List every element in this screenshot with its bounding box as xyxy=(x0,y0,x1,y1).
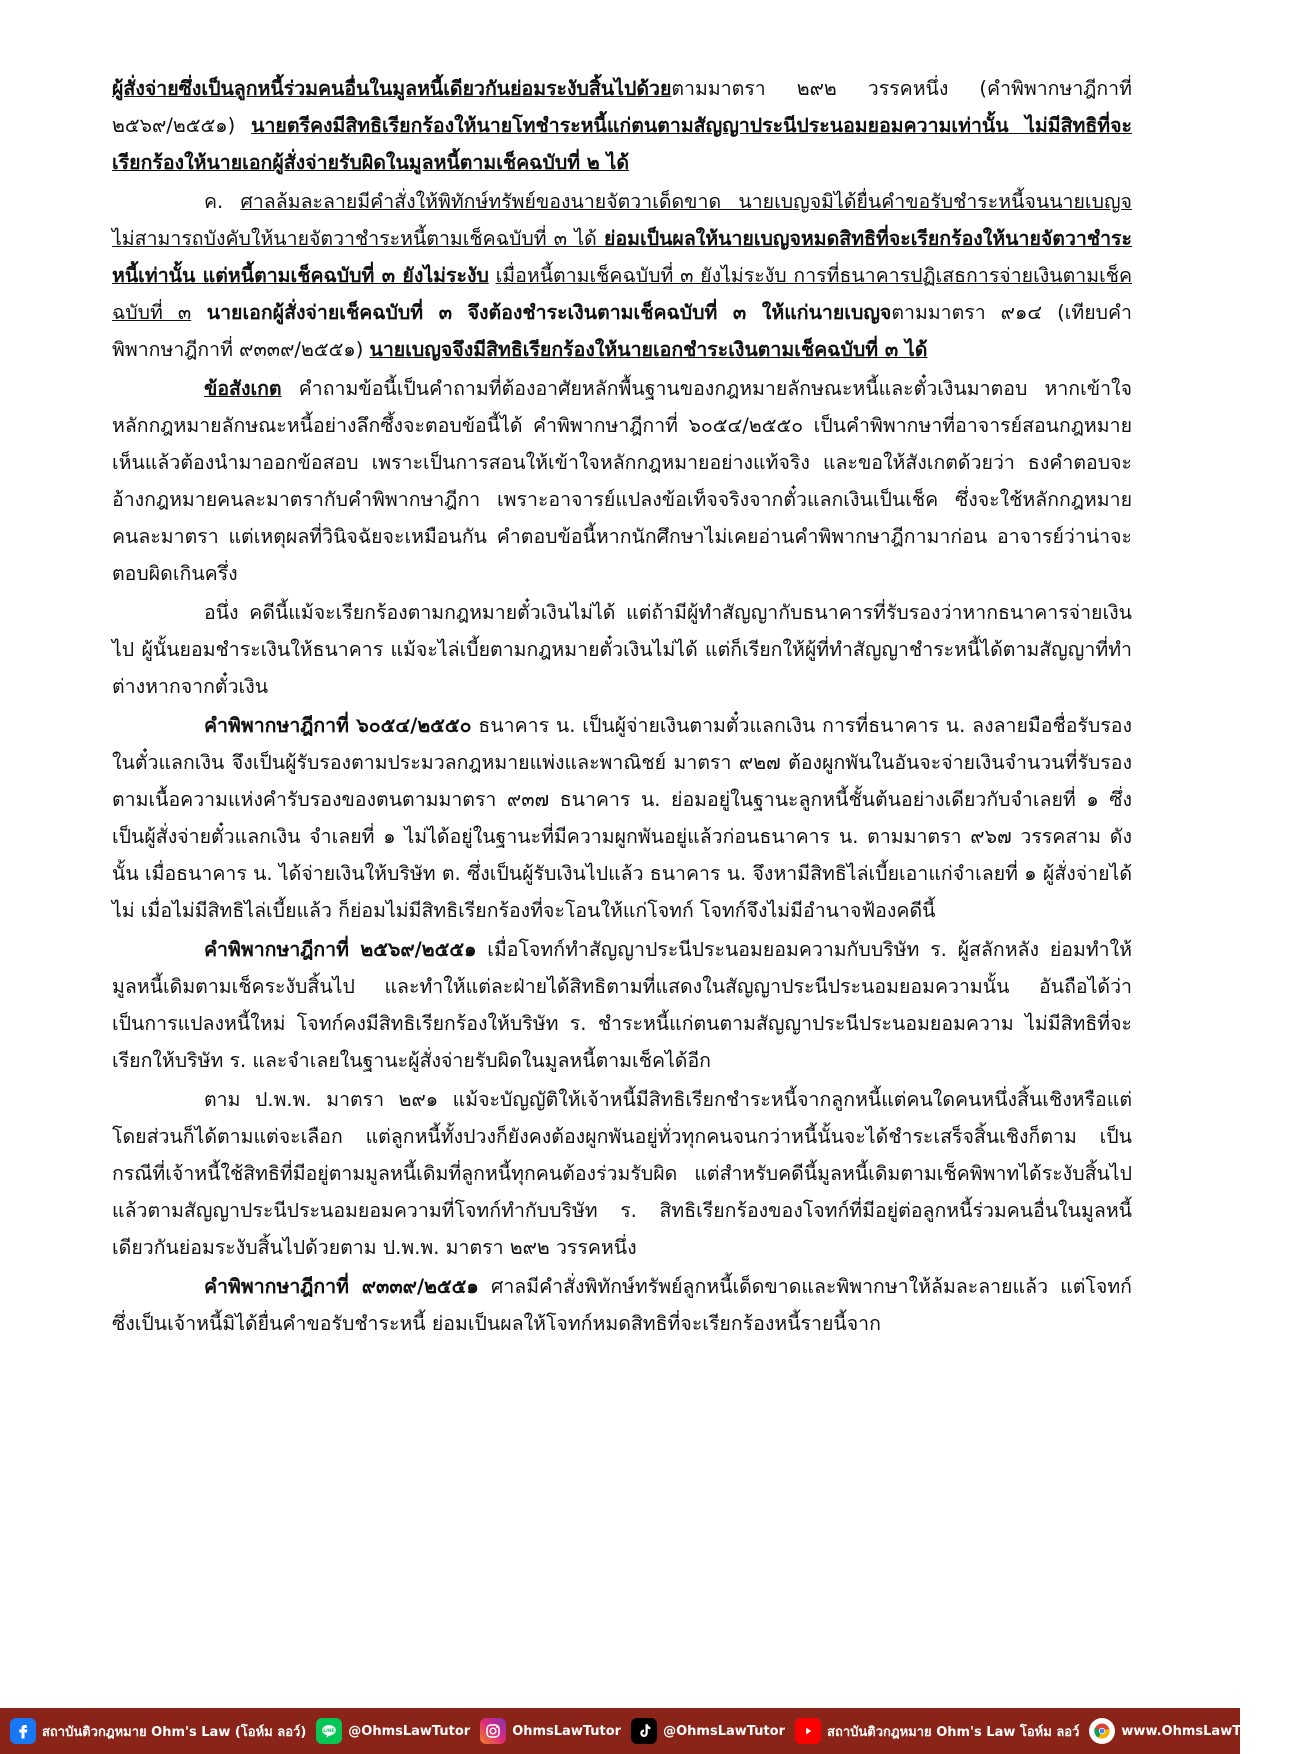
footer-line-text: @OhmsLawTutor xyxy=(348,1723,471,1739)
footer-youtube[interactable] xyxy=(795,1718,1079,1744)
paragraph xyxy=(112,183,1132,368)
text-segment: คำพิพากษาฎีกาที่ ๖๐๕๔/๒๕๕๐ xyxy=(204,714,472,737)
text-segment: ผู้สั่งจ่ายซึ่งเป็นลูกหนี้ร่วมคนอื่นในมูลหนี้เดียวกันย่อมระงับสิ้นไปด้วย xyxy=(112,77,672,100)
paragraph xyxy=(112,1081,1132,1266)
text-segment: ค. xyxy=(204,190,241,213)
paragraph xyxy=(112,931,1132,1079)
footer-tiktok[interactable] xyxy=(631,1718,785,1744)
text-segment: ข้อสังเกต xyxy=(204,377,282,400)
svg-text:LINE: LINE xyxy=(323,1729,335,1735)
paragraph xyxy=(112,1268,1132,1342)
text-segment: อนึ่ง คดีนี้แม้จะเรียกร้องตามกฎหมายตั๋วเงินไม่ได้ แต่ถ้ามีผู้ทำสัญญากับธนาคารที่รับรองว่าหากธนาคารจ่ายเงินไป ผู้นั้นยอมชำระเงินให้ธนาคาร แม้จะไล่เบี้ยตามกฎหมายตั๋วเงินไม่ได้ แต่ก็เรียกให้ผู้ที่ทำสัญญาชำระหนี้ได้ตามสัญญาที่ทำต่างหากจากตั๋วเงิน xyxy=(112,601,1132,698)
paragraph xyxy=(112,370,1132,592)
text-segment: คำพิพากษาฎีกาที่ ๒๕๖๙/๒๕๕๑ xyxy=(204,938,477,961)
text-segment: นายเบญจจึงมีสิทธิเรียกร้องให้นายเอกชำระเงินตามเช็คฉบับที่ ๓ ได้ xyxy=(369,338,928,361)
text-segment: ศาลล้มละลายมีคำสั่งให้พิทักษ์ทรัพย์ของนายจัตวาเด็ดขาด นายเบญจมิได้ยื่นคำขอรับชำระหนี้จนนายเบญจไม่สามารถบังคับให้นายจัตวาชำระหนี้ตามเช็คฉบับที่ ๓ ได้ xyxy=(112,190,1132,250)
text-segment: ตาม ป.พ.พ. มาตรา ๒๙๑ แม้จะบัญญัติให้เจ้าหนี้มีสิทธิเรียกชำระหนี้จากลูกหนี้แต่คนใดคนหนึ่งสิ้นเชิงหรือแต่โดยส่วนก็ได้ตามแต่จะเลือก แต่ลูกหนี้ทั้งปวงก็ยังคงต้องผูกพันอยู่ทั่วทุกคนจนกว่าหนี้นั้นจะได้ชำระเสร็จสิ้นเชิงก็ตาม เป็นกรณีที่เจ้าหนี้ใช้สิทธิที่มีอยู่ตามมูลหนี้เดิมที่ลูกหนี้ทุกคนต้องร่วมรับผิด แต่สำหรับคดีนี้มูลหนี้เดิมตามเช็คพิพาทได้ระงับสิ้นไปแล้วตามสัญญาประนีประนอมยอมความที่โจทก์ทำกับบริษัท ร. สิทธิเรียกร้องของโจทก์ที่มีอยู่ต่อลูกหนี้ร่วมคนอื่นในมูลหนี้เดียวกันย่อมระงับสิ้นไปด้วยตาม ป.พ.พ. มาตรา ๒๙๒ วรรคหนึ่ง xyxy=(112,1088,1132,1259)
text-segment: ย่อมเป็นผลให้นายเบญจหมดสิทธิที่จะเรียกร้องให้นายจัตวาชำระหนี้เท่านั้น แต่หนี้ตามเช็คฉบับที่ ๓ ยังไม่ระงับ xyxy=(112,227,1132,287)
text-segment: ศาลมีคำสั่งพิทักษ์ทรัพย์ลูกหนี้เด็ดขาดและพิพากษาให้ล้มละลายแล้ว แต่โจทก์ซึ่งเป็นเจ้าหนี้มิได้ยื่นคำขอรับชำระหนี้ ย่อมเป็นผลให้โจทก์หมดสิทธิที่จะเรียกร้องหนี้รายนี้จาก xyxy=(112,1275,1132,1335)
text-segment: คำพิพากษาฎีกาที่ ๙๓๓๙/๒๕๕๑ xyxy=(204,1275,479,1298)
text-segment: ธนาคาร น. เป็นผู้จ่ายเงินตามตั๋วแลกเงิน การที่ธนาคาร น. ลงลายมือชื่อรับรองในตั๋วแลกเงิน จึงเป็นผู้รับรองตามประมวลกฎหมายแพ่งและพาณิชย์ มาตรา ๙๒๗ ต้องผูกพันในอันจะจ่ายเงินจำนวนที่รับรองตามเนื้อความแห่งคำรับรองของตนตามมาตรา ๙๓๗ ธนาคาร น. ย่อมอยู่ในฐานะลูกหนี้ชั้นต้นอย่างเดียวกับจำเลยที่ ๑ ซึ่งเป็นผู้สั่งจ่ายตั๋วแลกเงิน จำเลยที่ ๑ ไม่ได้อยู่ในฐานะที่มีความผูกพันอยู่แล้วก่อนธนาคาร น. ตามมาตรา ๙๖๗ วรรคสาม ดังนั้น เมื่อธนาคาร น. ได้จ่ายเงินให้บริษัท ต. ซึ่งเป็นผู้รับเงินไปแล้ว ธนาคาร น. จึงหามีสิทธิไล่เบี้ยเอาแก่จำเลยที่ ๑ ผู้สั่งจ่ายได้ไม่ เมื่อไม่มีสิทธิไล่เบี้ยแล้ว ก็ย่อมไม่มีสิทธิเรียกร้องที่จะโอนให้แก่โจทก์ โจทก์จึงไม่มีอำนาจฟ้องคดีนี้ xyxy=(112,714,1132,922)
footer-website[interactable] xyxy=(1089,1718,1303,1744)
document-page xyxy=(112,70,1132,1710)
paragraph xyxy=(112,707,1132,929)
instagram-icon xyxy=(480,1718,506,1744)
line-icon xyxy=(316,1718,342,1744)
footer-instagram[interactable] xyxy=(480,1718,621,1744)
text-segment: ตามมาตรา ๙๑๔ (เทียบคำพิพากษาฎีกาที่ ๙๓๓๙/๒๕๕๑) xyxy=(112,301,1132,361)
paragraph xyxy=(112,594,1132,705)
text-segment: เมื่อโจทก์ทำสัญญาประนีประนอมยอมความกับบริษัท ร. ผู้สลักหลัง ย่อมทำให้มูลหนี้เดิมตามเช็คระงับสิ้นไป และทำให้แต่ละฝ่ายได้สิทธิตามที่แสดงในสัญญาประนีประนอมยอมความนั้น อันถือได้ว่าเป็นการแปลงหนี้ใหม่ โจทก์คงมีสิทธิเรียกร้องให้บริษัท ร. ชำระหนี้แก่ตนตามสัญญาประนีประนอมยอมความ ไม่มีสิทธิที่จะเรียกให้บริษัท ร. และจำเลยในฐานะผู้สั่งจ่ายรับผิดในมูลหนี้ตามเช็คได้อีก xyxy=(112,938,1132,1072)
text-segment: เมื่อหนี้ตามเช็คฉบับที่ ๓ ยังไม่ระงับ การที่ธนาคารปฏิเสธการจ่ายเงินตามเช็คฉบับที่ ๓ xyxy=(112,264,1133,324)
text-segment: นายเอกผู้สั่งจ่ายเช็คฉบับที่ ๓ จึงต้องชำระเงินตามเช็คฉบับที่ ๓ ให้แก่นายเบญจ xyxy=(191,301,892,324)
paragraph xyxy=(112,70,1132,181)
footer-bar xyxy=(0,1708,1304,1754)
document-body xyxy=(112,70,1132,1342)
text-segment: คำถามข้อนี้เป็นคำถามที่ต้องอาศัยหลักพื้นฐานของกฎหมายลักษณะหนี้และตั๋วเงินมาตอบ หากเข้าใจหลักกฎหมายลักษณะหนี้อย่างลึกซึ้งจะตอบข้อนี้ได้ คำพิพากษาฎีกาที่ ๖๐๕๔/๒๕๕๐ เป็นคำพิพากษาที่อาจารย์สอนกฎหมายเห็นแล้วต้องนำมาออกข้อสอบ เพราะเป็นการสอนให้เข้าใจหลักกฎหมายอย่างแท้จริง และขอให้สังเกตด้วยว่า ธงคำตอบจะอ้างกฎหมายคนละมาตรากับคำพิพากษาฎีกา เพราะอาจารย์แปลงข้อเท็จจริงจากตั๋วแลกเงินเป็นเช็ค ซึ่งจะใช้หลักกฎหมายคนละมาตรา แต่เหตุผลที่วินิจฉัยจะเหมือนกัน คำตอบข้อนี้หากนักศึกษาไม่เคยอ่านคำพิพากษาฎีกามาก่อน อาจารย์ว่าน่าจะตอบผิดเกินครึ่ง xyxy=(112,377,1132,585)
text-segment: นายตรีคงมีสิทธิเรียกร้องให้นายโทชำระหนี้แก่ตนตามสัญญาประนีประนอมยอมความเท่านั้น ไม่มีสิทธิที่จะเรียกร้องให้นายเอกผู้สั่งจ่ายรับผิดในมูลหนี้ตามเช็คฉบับที่ ๒ ได้ xyxy=(112,114,1132,174)
tiktok-icon xyxy=(631,1718,657,1744)
facebook-icon xyxy=(10,1718,36,1744)
footer-website-text: www.OhmsLawTutor.com xyxy=(1121,1723,1304,1739)
footer-youtube-text: สถาบันติวกฎหมาย Ohm's Law โอห์ม ลอว์ xyxy=(827,1724,1080,1740)
footer-tiktok-text: @OhmsLawTutor xyxy=(663,1723,786,1739)
footer-instagram-text: OhmsLawTutor xyxy=(512,1723,622,1739)
text-segment: ตามมาตรา ๒๙๒ วรรคหนึ่ง (คำพิพากษาฎีกาที่ ๒๕๖๙/๒๕๕๑) xyxy=(112,77,1132,137)
footer-facebook[interactable] xyxy=(10,1718,306,1744)
chrome-icon xyxy=(1089,1718,1115,1744)
text-segment xyxy=(489,264,496,287)
footer-line[interactable] xyxy=(316,1718,470,1744)
youtube-icon xyxy=(795,1718,821,1744)
footer-facebook-text: สถาบันติวกฎหมาย Ohm's Law (โอห์ม ลอว์) xyxy=(42,1724,307,1740)
